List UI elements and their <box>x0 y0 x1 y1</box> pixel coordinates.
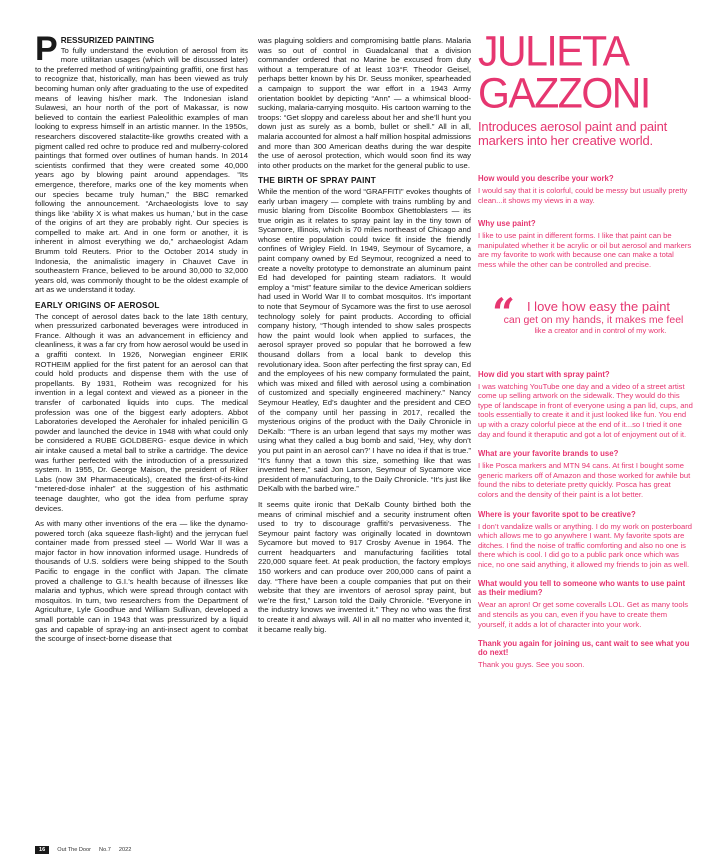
section-heading-pressurized: RESSURIZED PAINTING <box>60 36 155 45</box>
question: How did you start with spray paint? <box>478 369 610 379</box>
intro-paragraph <box>35 30 248 295</box>
question: What would you tell to someone who wants to use paint as their medium? <box>478 579 686 598</box>
paragraph-text: To fully understand the evolution of aerosol from its more utilitarian usages (which will be discussed later) to the preferred method of writing/painting graffiti, one first has to recognize that, historically, man has been viewed as truly becoming human only after graduating to the use of expedited means of leaving his/her mark. The Indonesian island Sulawesi, an hour north of the port of Makassar, is now believed to contain the earliest Paleolithic examples of man looking to express himself in an artistic manner. In the 1950s, researchers discovered stalactite-like growths created with a pigment called red ochre to produce red and mulberry-colored paintings that formed over outlines of human hands. In 2014 scientists confirmed that they were created some 40,000 years ago by blowing paint around appendages. “Its emergence, therefore, marks one of the key moments when our species became truly human,” the BBC remarked following the announcement. “Archaeologists love to say things like ‘ability X is what makes us human,’ but in the case of the origins of art they are probably right. Our species is compelled to make art. And in one form or another, it is inherent in almost everything we do,” archaeologist Adam Brumm told Reuters. Prior to the October 2014 study in Indonesia, the animalistic imagery in Chauvet Cave in southeastern France, believed to be around 30,000 to 32,000 years old, was commonly thought to be the oldest example of art as we understand it today. <box>35 45 248 295</box>
qa-item <box>478 510 693 570</box>
answer: I don’t vandalize walls or anything. I do my work on posterboard which allows me to go anywhere I want. My favorite spots are ditches. I find the noise of traffic comforting and also no one is there which is cool. I did go to a public park once which was nice, no one said anything, it allowed my friends to join as well. <box>478 521 693 569</box>
quote-line: I love how easy the paint <box>526 298 671 314</box>
quote-mark-icon: “ <box>492 289 516 337</box>
artist-name-line1: JULIETA <box>478 26 629 76</box>
qa-item <box>478 449 693 499</box>
paragraph-text: While the mention of the word “GRAFFITI” evokes thoughts of early urban imagery — complete with trains rumbling by and music blaring from Discolite Boombox Ghettoblasters — its true origin as it relates to spray paint lay in the tiny town of Sycamore, Illinois, which is 70 miles northeast of Chicago and whose entire population could twice fit inside the friendly confines of Wrigley Field. In 1949, Seymour of Sycamore, a paint company owned by Ed Seymour, recognized a need to create a novelty prototype to demonstrate an aluminum paint Ed had developed for painting steam radiators. It would employ a “mist” feature similar to the device American soldiers had used in World War II to combat mosquitos. It’s important to note that Seymour of Sycamore was the first to use aerosol technology solely for paint products. According to official company history, “Though intended to show sales prospects how the paint would look when applied to surfaces, the aerosol sprayer proved so popular that he borrowed a few thousand dollars from a local bank to develop this revolutionary idea. Soon after perfecting the first spray can, Ed and the employees of his new company formulated the paint, which was mixed and filled with aerosol using a combination of customized and specially engineered machinery.” Nancy Seymour Heatley, Ed’s daughter and the president and CEO of the company until her passing in 2017, recalled the mysterious origins of the product with the Daily Chronicle in DeKalb: “There is an urban legend that says my mother was using what they called a bug bomb and said, ‘Hey, why don’t you put paint in an aerosol can?’ I have no idea if that is true.” “It’s funny that a town this size, something like that was invented here,” said Jon Larson, Seymour of Sycamore vice president of manufacturing, to the Daily Chronicle. “It’s just like DeKalb with the barbed wire.” <box>258 186 471 494</box>
page-footer <box>35 846 131 854</box>
paragraph-text: It seems quite ironic that DeKalb County birthed both the means of criminal mischief and a security instrument often used to try to discourage graffiti’s pervasiveness. The Seymour paint factory was originally located in downtown Sycamore but moved to 917 Crosby Avenue in 1964. The current headquarters and manufacturing facilities total 220,000 square feet. At peak production, the factory employs 150 workers and can produce over 200,000 cans of paint a day. “There have been a couple companies that put on their website that they are inventors of aerosol spray paint, but we’re the first,” Larson told the Daily Chronicle. “Everyone in the industry knows we invented it.” They no who was the first to create it and always will. All in all no matter who invented it, it became really big. <box>258 499 471 634</box>
section-heading-early-origins: EARLY ORIGINS OF AEROSOL <box>35 301 160 311</box>
question: Where is your favorite spot to be creative? <box>478 509 636 519</box>
qa-item <box>478 579 693 629</box>
qa-item <box>478 174 693 205</box>
artist-name-line2: GAZZONI <box>478 68 650 118</box>
paragraph-text: was plaguing soldiers and compromising battle plans. Malaria was so out of control in Guadalcanal that a division commander ordered that no Marine be excused from duty without a temperature of at least 103°F. Theodor Geisel, perhaps better known by his Dr. Seuss moniker, spearheaded a campaign to support the war effort in a 1943 Army orientation booklet by depicting “Ann” — a whimsical blood-sucking, malaria-carrying mosquito. His cartoon warning to the troops: “Get sloppy and careless about her and she’ll hunt you down just as surely as a bomb, bullet or shell.” All in all, malaria accounted for almost a half million hospital admissions and more than 300 American deaths during the war despite the use of aerosol protection, which would soon find its way into other products on the market for the general public to use. <box>258 36 471 170</box>
answer: I like Posca markers and MTN 94 cans. At first I bought some generic markers off of Amazon and those worked for awhile but found the nibs to deteriate pretty quickly. Posca has great colors and the density of their paint is a lot better. <box>478 461 691 499</box>
answer: I like to use paint in different forms. I like that paint can be manipulated whether it be acrylic or oil but aerosol and markers are my favorite to work with because one can make a total mess while the other can be controlled and precise. <box>478 231 692 269</box>
question: What are your favorite brands to use? <box>478 449 619 459</box>
interview-sidebar <box>478 26 693 670</box>
question: Thank you again for joining us, cant wait to see what you do next! <box>478 639 690 658</box>
drop-cap: P <box>35 30 58 68</box>
answer: I would say that it is colorful, could be messy but usually pretty clean...it shows my views in a way. <box>478 186 688 205</box>
qa-item <box>478 639 693 670</box>
artist-name <box>478 26 693 118</box>
qa-item <box>478 219 693 269</box>
answer: I was watching YouTube one day and a video of a street artist come up selling artwork on the sidewalk. They would do this type of landscape in front of everyone using a pan lid, cups, and tools essentially to create it and it just looked like fun. You end up with a crazy colorful piece at the end of it...so I tried it one day and found it theraputic and got a lot of enjoyment out of it. <box>478 381 693 439</box>
subtitle: Introduces aerosol paint and paint markers into her creative world. <box>478 119 668 148</box>
question: How would you describe your work? <box>478 174 614 183</box>
pull-quote <box>478 289 693 337</box>
answer: Thank you guys. See you soon. <box>478 660 585 670</box>
publication-name: Out The Door <box>57 847 92 853</box>
quote-line: can get on my hands, it makes me feel <box>503 313 684 326</box>
page-number: 16 <box>35 846 49 854</box>
article-column-1 <box>35 30 248 650</box>
paragraph-text: The concept of aerosol dates back to the late 18th century, when pressurized carbonated beverages were introduced in France. Although it was an advancement in efficiency and cleanliness, it was a far cry from how aerosol would be used in a graffiti context. In 1926, Norwegian engineer ERIK ROTHEIM applied for the first patent for an aerosol can that could hold products and dispense them with the use of propellants. By 1931, Rotheim was recognized for his invention in a legal context and viewed as a pioneer in the transfer of carbonated liquids into cups. The medical profession was one of the biggest early adopters. Abbot Laboratories developed the Aerohaler for inhaled penicillin G powder and launched the device in 1948 with what could only be considered a RUBE GOLDBERG- esque device in which air intake caused a metal ball to strike a cartridge. The device was further perfected with the introduction of a pressurized system. In 1955, Dr. George Maison, the president of Riker Labs (now 3M Pharmaceuticals), created the first-of-its-kind “metered-dose inhaler” at the suggestion of his asthmatic teenage daughter, who got the idea from perfume spray devices. <box>35 311 248 513</box>
question: Why use paint? <box>478 219 536 229</box>
quote-line: like a creator and in control of my work. <box>534 325 667 335</box>
issue-year: 2022 <box>118 847 132 853</box>
answer: Wear an apron! Or get some coveralls LOL. Get as many tools and stencils as you can, even if you have to create them yourself, it adds a lot of character into your work. <box>478 600 689 629</box>
issue-number: No.7 <box>99 847 111 853</box>
section-heading-birth-spray-paint: THE BIRTH OF SPRAY PAINT <box>258 176 376 186</box>
paragraph-text: As with many other inventions of the era — like the dynamo-powered torch (aka squeeze flash-light) and the jerrycan fuel container made from pressed steel — World War II was a major factor in how innovation informed usage. Hundreds of thousands of U.S. soldiers were being shipped to the South Pacific to engage in the conflict with Japan. The climate proved a challenge to G.I.’s health because of illnesses like malaria and typhus, which were spread through contact with mosquitos. In turn, two researchers from the Department of Agriculture, Lyle Goodhue and William Sullivan, developed a small portable can in 1943 that was pressurized by a liquid gas and capable of spray-ing an anti-insect agent to combat the scourge of insect-borne disease that <box>35 519 248 644</box>
qa-item <box>478 370 693 440</box>
article-column-2 <box>258 36 471 640</box>
